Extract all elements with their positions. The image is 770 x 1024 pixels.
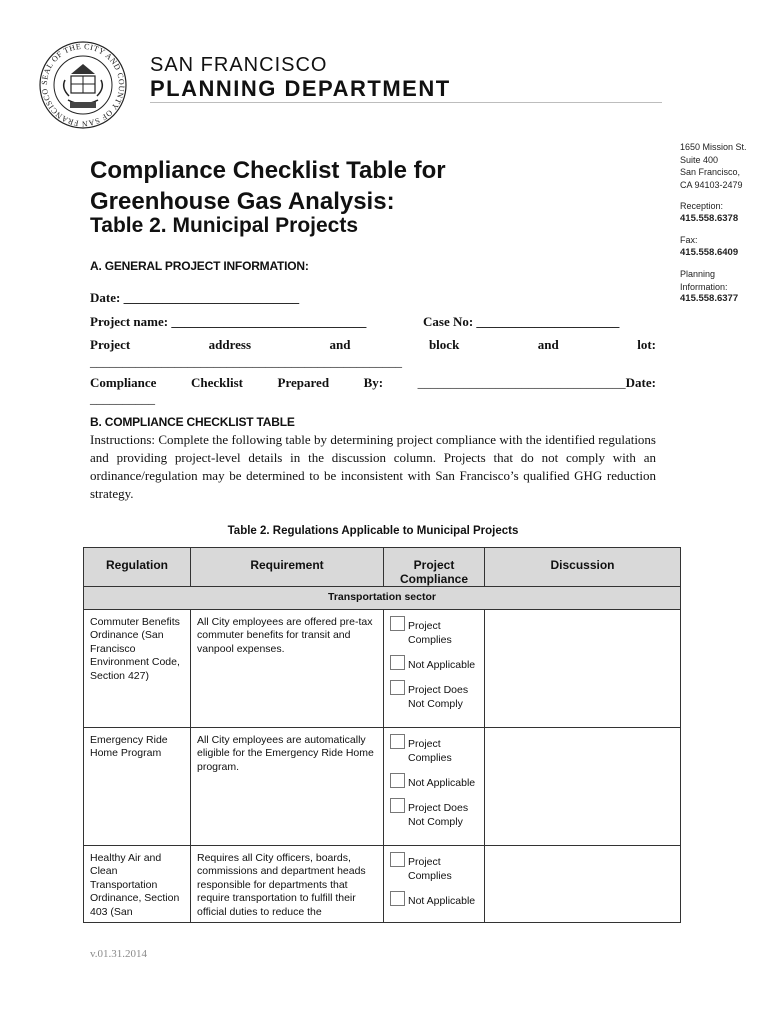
compliance-cell bbox=[384, 727, 485, 845]
compliance-cell bbox=[384, 609, 485, 727]
planning-phone: 415.558.6377 bbox=[680, 293, 739, 304]
requirement-cell: All City employees are automatically eligible for the Emergency Ride Home program. bbox=[191, 727, 384, 845]
section-b-heading: B. COMPLIANCE CHECKLIST TABLE bbox=[90, 415, 295, 429]
regulation-cell: Emergency Ride Home Program bbox=[84, 727, 191, 845]
header-divider bbox=[150, 102, 662, 103]
table-row bbox=[84, 727, 681, 845]
address-line: Suite 400 bbox=[680, 154, 719, 165]
project-address-field[interactable] bbox=[90, 337, 656, 353]
version-footer: v.01.31.2014 bbox=[90, 948, 148, 960]
option-project-complies[interactable] bbox=[390, 616, 478, 647]
option-label: Project Does Not Comply bbox=[408, 801, 469, 828]
option-project-does-not-comply[interactable] bbox=[390, 680, 478, 711]
reception-label: Reception: bbox=[680, 201, 724, 211]
address-word: block bbox=[428, 337, 460, 352]
table-row bbox=[84, 609, 681, 727]
checkbox[interactable] bbox=[390, 798, 405, 813]
sector-label: Transportation sector bbox=[84, 587, 681, 610]
prepared-blank: ________________________________ bbox=[417, 375, 626, 390]
planning-label: Planning bbox=[680, 269, 716, 279]
document-title bbox=[90, 155, 446, 217]
option-project-complies[interactable] bbox=[390, 734, 478, 765]
address-line: San Francisco, bbox=[680, 167, 741, 177]
checkbox[interactable] bbox=[390, 773, 405, 788]
table-caption: Table 2. Regulations Applicable to Municipal Projects bbox=[227, 525, 519, 537]
discussion-cell[interactable] bbox=[485, 609, 681, 727]
address-word: lot: bbox=[637, 337, 656, 352]
column-header-discussion: Discussion bbox=[485, 548, 681, 587]
option-label: Not Applicable bbox=[408, 776, 476, 789]
option-label: Not Applicable bbox=[408, 658, 476, 671]
address-line: 1650 Mission St. bbox=[680, 142, 747, 152]
case-no-field[interactable]: Case No: ______________________ bbox=[423, 314, 620, 329]
address-word: Project bbox=[90, 337, 131, 352]
requirement-text: Requires all City officers, boards, commissions and department heads responsible for departments that require transportation to fulfill their official duties to reduce the bbox=[197, 851, 366, 918]
checkbox[interactable] bbox=[390, 734, 405, 749]
option-label: Not Applicable bbox=[408, 894, 476, 907]
regulations-table bbox=[83, 547, 681, 923]
svg-text:SEAL OF THE CITY AND COUNTY OF: SEAL OF THE CITY AND COUNTY OF SAN FRANCISCO bbox=[39, 41, 127, 129]
fax-label: Fax: bbox=[680, 235, 698, 245]
sector-row bbox=[84, 587, 681, 610]
prepared-word: Prepared bbox=[277, 375, 330, 390]
checkbox[interactable] bbox=[390, 680, 405, 695]
address-blank[interactable]: ________________________________________________ bbox=[90, 354, 402, 369]
option-project-complies[interactable] bbox=[390, 852, 478, 883]
option-label: Project Does Not Comply bbox=[408, 683, 469, 710]
contact-info bbox=[680, 141, 766, 306]
address-word: and bbox=[537, 337, 559, 352]
project-name-field[interactable]: Project name: ______________________________ bbox=[90, 314, 367, 329]
address-word: address bbox=[208, 337, 252, 352]
prepared-word: Checklist bbox=[191, 375, 243, 390]
document-subtitle: Table 2. Municipal Projects bbox=[90, 214, 359, 237]
option-not-applicable[interactable] bbox=[390, 773, 478, 790]
prepared-date-label: Date: bbox=[625, 375, 656, 390]
table-row bbox=[84, 845, 681, 922]
option-project-does-not-comply[interactable] bbox=[390, 798, 478, 829]
regulation-cell: Commuter Benefits Ordinance (San Francisco Environment Code, Section 427) bbox=[84, 609, 191, 727]
prepared-date-blank[interactable]: __________ bbox=[90, 391, 155, 406]
fax-phone: 415.558.6409 bbox=[680, 246, 739, 258]
compliance-cell bbox=[384, 845, 485, 922]
table-header-row bbox=[84, 548, 681, 587]
column-header-regulation: Regulation bbox=[84, 548, 191, 587]
regulation-cell bbox=[84, 845, 191, 922]
requirement-cell: All City employees are offered pre-tax commuter benefits for transit and vanpool expenses. bbox=[191, 609, 384, 727]
planning-label: Information: bbox=[680, 281, 728, 292]
prepared-by-field[interactable] bbox=[90, 375, 656, 391]
option-label: Project Complies bbox=[408, 619, 452, 646]
column-header-compliance: Project Compliance bbox=[384, 548, 485, 587]
discussion-cell[interactable] bbox=[485, 727, 681, 845]
option-label: Project Complies bbox=[408, 737, 452, 764]
option-not-applicable[interactable] bbox=[390, 655, 478, 672]
checkbox[interactable] bbox=[390, 891, 405, 906]
option-label: Project Complies bbox=[408, 855, 452, 882]
discussion-cell[interactable] bbox=[485, 845, 681, 922]
prepared-word: Compliance bbox=[90, 375, 157, 390]
department-name-line1: SAN FRANCISCO bbox=[150, 54, 328, 76]
title-line: Greenhouse Gas Analysis: bbox=[90, 188, 395, 215]
checkbox[interactable] bbox=[390, 852, 405, 867]
date-field[interactable]: Date: ___________________________ bbox=[90, 290, 300, 305]
checkbox[interactable] bbox=[390, 616, 405, 631]
section-a-heading: A. GENERAL PROJECT INFORMATION: bbox=[90, 259, 309, 273]
requirement-cell bbox=[191, 845, 384, 922]
department-name-line2: PLANNING DEPARTMENT bbox=[150, 76, 451, 101]
address-word: and bbox=[329, 337, 351, 352]
address-line: CA 94103-2479 bbox=[680, 179, 743, 190]
prepared-word: By: bbox=[363, 375, 384, 390]
city-seal-logo bbox=[38, 40, 128, 130]
column-header-requirement: Requirement bbox=[191, 548, 384, 587]
title-line: Compliance Checklist Table for bbox=[90, 157, 446, 184]
option-not-applicable[interactable] bbox=[390, 891, 478, 908]
checkbox[interactable] bbox=[390, 655, 405, 670]
instructions-paragraph: Instructions: Complete the following table by determining project compliance with the identified regulations and providing project-level details in the discussion column. Projects that do not comply with an ordinance/regulation may be determined to be inconsistent with San Francisco’s qualified GHG reduction strategy. bbox=[90, 432, 656, 501]
regulation-text: Healthy Air and Clean Transportation Ordinance, Section 403 (San bbox=[90, 851, 180, 918]
reception-phone: 415.558.6378 bbox=[680, 212, 739, 224]
